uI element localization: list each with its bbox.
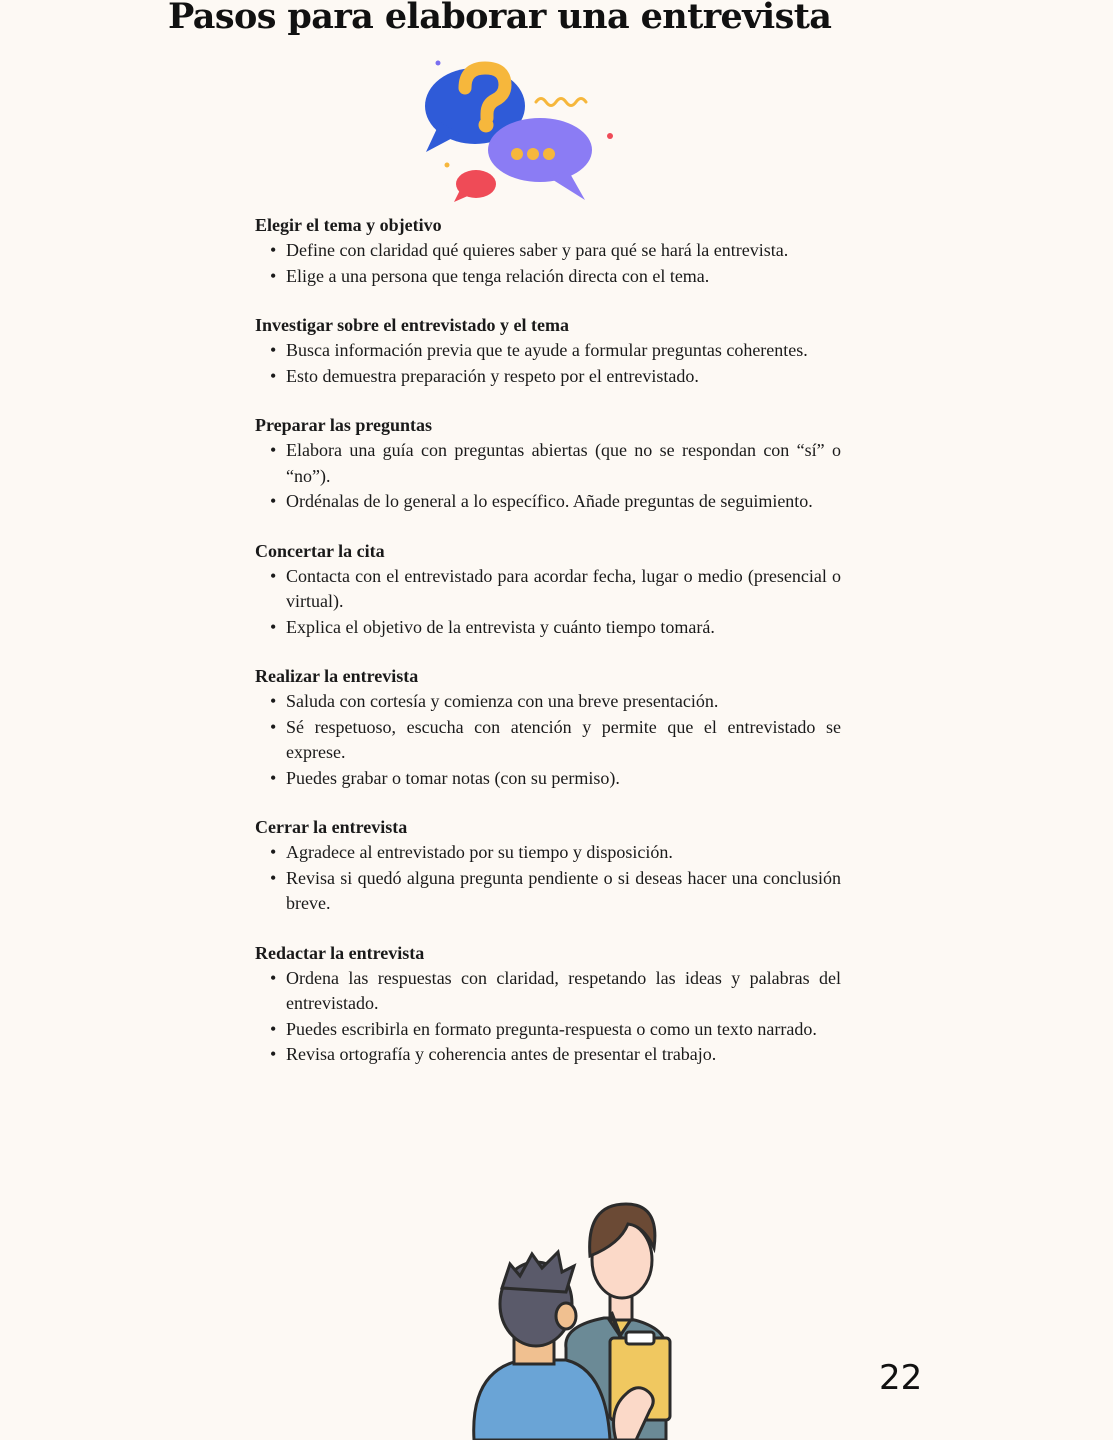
section-title: Investigar sobre el entrevistado y el tema <box>255 315 569 335</box>
list-item: • Define con claridad qué quieres saber y para qué se hará la entrevista. <box>255 238 841 264</box>
interview-people-illustration <box>466 1198 726 1440</box>
list-item: • Puedes escribirla en formato pregunta-respuesta o como un texto narrado. <box>255 1017 841 1043</box>
step-section <box>255 213 841 289</box>
section-title: Elegir el tema y objetivo <box>255 215 442 235</box>
list-item: • Saluda con cortesía y comienza con una breve presentación. <box>255 689 841 715</box>
page-title: Pasos para elaborar una entrevista <box>168 0 832 37</box>
list-item: • Contacta con el entrevistado para acordar fecha, lugar o medio (presencial o virtual). <box>255 564 841 615</box>
page-number: 22 <box>879 1358 923 1398</box>
section-title: Concertar la cita <box>255 540 385 561</box>
list-item: • Elige a una persona que tenga relación directa con el tema. <box>255 264 841 290</box>
section-title: Redactar la entrevista <box>255 942 425 963</box>
step-section <box>255 539 841 641</box>
section-title: Preparar las preguntas <box>255 415 433 435</box>
list-item: • Revisa ortografía y coherencia antes de presentar el trabajo. <box>255 1042 841 1068</box>
list-item: • Busca información previa que te ayude a formular preguntas coherentes. <box>255 338 841 364</box>
list-item: • Ordena las respuestas con claridad, respetando las ideas y palabras del entrevistado. <box>255 966 841 1017</box>
speech-bubbles-icon <box>420 52 620 204</box>
list-item: • Ordénalas de lo general a lo específico. Añade preguntas de seguimiento. <box>255 489 841 515</box>
list-item: • Elabora una guía con preguntas abiertas (que no se respondan con “sí” o “no”). <box>255 438 841 489</box>
list-item: • Esto demuestra preparación y respeto por el entrevistado. <box>255 364 841 390</box>
bullet-list <box>255 564 841 641</box>
step-section <box>255 664 841 791</box>
section-title: Cerrar la entrevista <box>255 817 408 837</box>
list-item: • Puedes grabar o tomar notas (con su permiso). <box>255 766 841 792</box>
list-item: • Explica el objetivo de la entrevista y cuánto tiempo tomará. <box>255 615 841 641</box>
step-section <box>255 313 841 389</box>
bullet-list <box>255 438 841 515</box>
section-title: Realizar la entrevista <box>255 666 419 686</box>
bullet-list <box>255 966 841 1068</box>
bullet-list <box>255 689 841 791</box>
list-item: • Revisa si quedó alguna pregunta pendiente o si deseas hacer una conclusión breve. <box>255 866 841 917</box>
bullet-list <box>255 338 841 389</box>
step-section <box>255 941 841 1068</box>
list-item: • Sé respetuoso, escucha con atención y permite que el entrevistado se exprese. <box>255 715 841 766</box>
step-section <box>255 413 841 515</box>
bullet-list <box>255 238 841 289</box>
steps-content <box>255 213 841 1092</box>
step-section <box>255 815 841 917</box>
list-item: • Agradece al entrevistado por su tiempo y disposición. <box>255 840 841 866</box>
bullet-list <box>255 840 841 917</box>
